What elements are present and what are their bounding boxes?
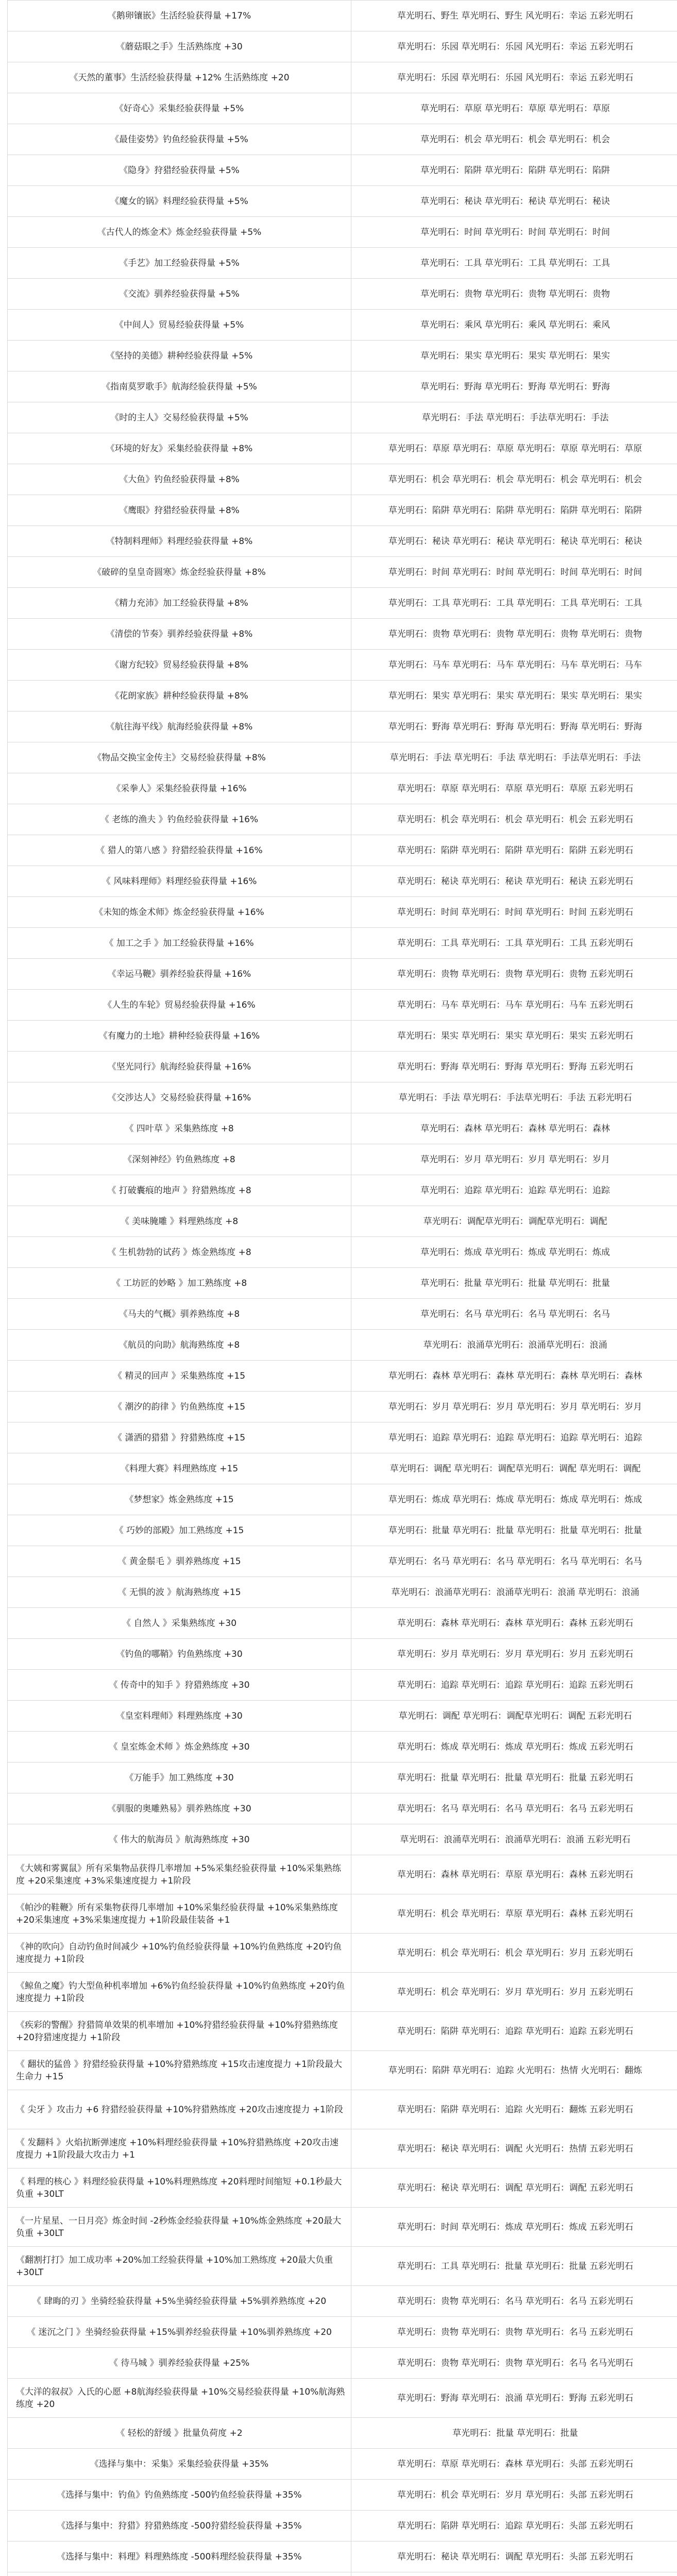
effect-cell — [8, 2572, 351, 2576]
recipe-cell: 草光明石：机会 草光明石：机会 草光明石：岁月 五彩光明石 — [351, 1934, 677, 1973]
effect-cell: 《 伟大的航海员 》航海熟练度 +30 — [8, 1824, 351, 1855]
effect-cell: 《大鱼》钓鱼经验获得量 +8% — [8, 464, 351, 495]
table-row — [8, 1484, 677, 1515]
recipe-cell: 草光明石：秘诀 草光明石：秘诀 草光明石：秘诀 草光明石：秘诀 — [351, 526, 677, 557]
recipe-cell: 草光明石：岁月 草光明石：岁月 草光明石：岁月 — [351, 1144, 677, 1175]
recipe-cell: 草光明石：炼成 草光明石：炼成 草光明石：炼成 — [351, 1237, 677, 1268]
effect-cell: 《采拳人》采集经验获得量 +16% — [8, 773, 351, 804]
recipe-cell: 草光明石：乐园 草光明石：乐园 风光明石：幸运 五彩光明石 — [351, 62, 677, 93]
table-row — [8, 742, 677, 773]
table-row — [8, 990, 677, 1021]
effect-cell: 《深刻神经》钓鱼熟练度 +8 — [8, 1144, 351, 1175]
recipe-cell: 草光明石：机会 草光明石：机会 草光明石：机会 五彩光明石 — [351, 804, 677, 835]
recipe-cell: 草光明石：陷阱 草光明石：追踪 草光明石：追踪 五彩光明石 — [351, 2012, 677, 2051]
table-row — [8, 1144, 677, 1175]
effect-cell: 《 潮汐的韵律 》钓鱼熟练度 +15 — [8, 1392, 351, 1422]
table-row — [8, 2286, 677, 2317]
recipe-cell: 草光明石：机会 草光明石：机会 草光明石：机会 草光明石：机会 — [351, 464, 677, 495]
effect-cell: 《选择与集中：料理》料理熟练度 -500料理经验获得量 +35% — [8, 2541, 351, 2572]
effect-cell: 《 风味料理师》料理经验获得量 +16% — [8, 866, 351, 897]
effect-cell: 《 生机勃勃的试药 》炼金熟练度 +8 — [8, 1237, 351, 1268]
effect-cell: 《神的吹向》自动钓鱼时间减少 +10%钓鱼经验获得量 +10%钓鱼熟练度 +20钓鱼速度提力 +1阶段 — [8, 1934, 351, 1973]
effect-cell: 《交流》驯养经验获得量 +5% — [8, 279, 351, 310]
table-row — [8, 2012, 677, 2051]
effect-cell: 《料理大赛》料理熟练度 +15 — [8, 1453, 351, 1484]
recipe-cell: 草光明石：草原 草光明石：森林 草光明石：头部 五彩光明石 — [351, 2449, 677, 2480]
table-row — [8, 186, 677, 217]
table-row — [8, 1546, 677, 1577]
effect-cell: 《时的主人》交易经验获得量 +5% — [8, 402, 351, 433]
table-row — [8, 124, 677, 155]
table-row — [8, 773, 677, 804]
table-row — [8, 835, 677, 866]
effect-cell: 《 精灵的回声 》采集熟练度 +15 — [8, 1361, 351, 1392]
recipe-cell: 草光明石：贵物 草光明石：贵物 草光明石：贵物 草光明石：贵物 — [351, 619, 677, 650]
table-row — [8, 2129, 677, 2168]
recipe-cell: 草光明石：调配 草光明石：调配草光明石：调配 草光明石：调配 — [351, 1453, 677, 1484]
effect-cell: 《马夫的气概》驯养熟练度 +8 — [8, 1299, 351, 1330]
effect-cell: 《万能手》加工熟练度 +30 — [8, 1762, 351, 1793]
effect-cell: 《 美味腌雕 》料理熟练度 +8 — [8, 1206, 351, 1237]
recipe-cell: 草光明石：名马 草光明石：名马 草光明石：名马 — [351, 1299, 677, 1330]
table-row — [8, 2348, 677, 2379]
recipe-cell: 草光明石：机会 草光明石：草原 草光明石：森林 五彩光明石 — [351, 1894, 677, 1934]
recipe-cell: 草光明石：野海 草光明石：野海 草光明石：野海 — [351, 371, 677, 402]
effect-cell: 《 无惧的波 》航海熟练度 +15 — [8, 1577, 351, 1608]
effect-cell: 《破碎的皇皇奇圆寒》炼金经验获得量 +8% — [8, 557, 351, 588]
effect-cell: 《疾彩的警醒》狩猎简单效果的机率增加 +10%狩猎经验获得量 +10%狩猎熟练度 +20狩猎速度提力 +1阶段 — [8, 2012, 351, 2051]
recipe-cell: 草光明石：乘风 草光明石：乘风 草光明石：乘风 — [351, 310, 677, 341]
table-row — [8, 2449, 677, 2480]
effect-cell: 《 猎人的第八感 》狩猎经验获得量 +16% — [8, 835, 351, 866]
recipe-cell: 草光明石：批量 草光明石：批量 草光明石：批量 — [351, 1268, 677, 1299]
effect-cell: 《清偿的节奏》驯养经验获得量 +8% — [8, 619, 351, 650]
effect-cell: 《未知的炼金术师》炼金经验获得量 +16% — [8, 897, 351, 928]
table-row — [8, 2379, 677, 2418]
effect-cell: 《 加工之手 》加工经验获得量 +16% — [8, 928, 351, 959]
recipe-cell: 草光明石：秘诀 草光明石：秘诀 草光明石：秘诀 五彩光明石 — [351, 866, 677, 897]
effect-cell: 《蘑菇眼之手》生活熟练度 +30 — [8, 31, 351, 62]
table-row — [8, 1206, 677, 1237]
recipe-cell: 草光明石：森林 草光明石：森林 草光明石：森林 五彩光明石 — [351, 1608, 677, 1639]
recipe-cell: 草光明石：追踪 草光明石：追踪 草光明石：追踪 草光明石：追踪 — [351, 1422, 677, 1453]
table-row — [8, 1824, 677, 1855]
table-row — [8, 1113, 677, 1144]
effect-cell: 《 肆晦的刃 》坐骑经验获得量 +5%坐骑经验获得量 +5%驯养熟练度 +20 — [8, 2286, 351, 2317]
effect-cell: 《一片星星、一日月亮》炼金时间 -2秒炼金经验获得量 +10%炼金熟练度 +20最大负重 +30LT — [8, 2208, 351, 2247]
recipe-cell: 草光明石：草原 草光明石：草原 草光明石：草原 草光明石：草原 — [351, 433, 677, 464]
recipe-cell: 草光明石：秘诀 草光明石：调配 火光明石：热情 五彩光明石 — [351, 2129, 677, 2168]
effect-cell: 《选择与集中：狩猎》狩猎熟练度 -500狩猎经验获得量 +35% — [8, 2511, 351, 2541]
effect-cell: 《 发翻料 》火焰抗断弹速度 +10%料理经验获得量 +10%狩猎熟练度 +20攻击速度提力 +1阶段最大攻击力 +1 — [8, 2129, 351, 2168]
recipe-cell: 草光明石：乐园 草光明石：乐园 风光明石：幸运 五彩光明石 — [351, 31, 677, 62]
recipe-cell: 草光明石：机会 草光明石：机会 草光明石：机会 — [351, 124, 677, 155]
table-row — [8, 959, 677, 990]
effect-cell: 《选择与集中：钓鱼》钓鱼熟练度 -500钓鱼经验获得量 +35% — [8, 2480, 351, 2511]
recipe-cell: 草光明石：森林 草光明石：森林 草光明石：森林 草光明石：森林 — [351, 1361, 677, 1392]
table-row — [8, 2090, 677, 2129]
effect-cell: 《有魔力的土地》耕种经验获得量 +16% — [8, 1021, 351, 1052]
effect-cell: 《 翻状的猛兽 》狩猎经验获得量 +10%狩猎熟练度 +15攻击速度提力 +1阶段最大生命力 +15 — [8, 2051, 351, 2090]
recipe-cell: 草光明石：贵物 草光明石：贵物 草光明石：名马 五彩光明石 — [351, 2317, 677, 2348]
effect-cell: 《隐身》狩猎经验获得量 +5% — [8, 155, 351, 186]
effect-cell: 《 轻松的舒缓 》批量负荷度 +2 — [8, 2418, 351, 2449]
table-row — [8, 402, 677, 433]
effect-cell: 《航往海平线》航海经验获得量 +8% — [8, 711, 351, 742]
table-row — [8, 2511, 677, 2541]
table-row — [8, 1453, 677, 1484]
effect-cell: 《最佳姿势》钓鱼经验获得量 +5% — [8, 124, 351, 155]
recipe-cell: 草光明石：调配草光明石：调配草光明石：调配 — [351, 1206, 677, 1237]
table-row — [8, 279, 677, 310]
table-row — [8, 2418, 677, 2449]
table-row — [8, 464, 677, 495]
table-row — [8, 1577, 677, 1608]
table-row — [8, 681, 677, 711]
table-row — [8, 1670, 677, 1701]
recipe-cell: 草光明石：贵物 草光明石：贵物 草光明石：贵物 五彩光明石 — [351, 959, 677, 990]
table-row — [8, 62, 677, 93]
recipe-cell: 草光明石：草原 草光明石：草原 草光明石：草原 五彩光明石 — [351, 773, 677, 804]
recipe-cell: 草光明石：马车 草光明石：马车 草光明石：马车 五彩光明石 — [351, 990, 677, 1021]
recipe-cell: 草光明石：追踪 草光明石：追踪 草光明石：追踪 — [351, 1175, 677, 1206]
effect-cell: 《 料理的核心 》料理经验获得量 +10%料理熟练度 +20料理时间缩短 +0.1秒最大负重 +30LT — [8, 2168, 351, 2208]
table-row — [8, 495, 677, 526]
effect-cell: 《幸运马鞭》驯养经验获得量 +16% — [8, 959, 351, 990]
table-row — [8, 650, 677, 681]
table-row — [8, 2480, 677, 2511]
table-row — [8, 2208, 677, 2247]
recipe-cell: 草光明石：名马 草光明石：名马 草光明石：名马 五彩光明石 — [351, 1793, 677, 1824]
table-row — [8, 1515, 677, 1546]
effect-cell: 《钓鱼的哪鞘》钓鱼熟练度 +30 — [8, 1639, 351, 1670]
effect-cell: 《帕沙的鞋鞭》所有采集物获得几率增加 +10%采集经验获得量 +10%采集熟练度 +20采集速度 +3%采集速度提力 +1阶段最佳装备 +1 — [8, 1894, 351, 1934]
recipe-cell: 草光明石：岁月 草光明石：岁月 草光明石：岁月 草光明石：岁月 — [351, 1392, 677, 1422]
table-row — [8, 804, 677, 835]
effect-cell: 《好奇心》采集经验获得量 +5% — [8, 93, 351, 124]
table-row — [8, 1639, 677, 1670]
table-row — [8, 2051, 677, 2090]
recipe-cell: 草光明石：果实 草光明石：果实 草光明石：果实 五彩光明石 — [351, 1021, 677, 1052]
table-row — [8, 341, 677, 371]
table-row — [8, 2168, 677, 2208]
recipe-cell: 草光明石：批量 草光明石：批量 草光明石：批量 草光明石：批量 — [351, 1515, 677, 1546]
table-row — [8, 155, 677, 186]
table-row — [8, 526, 677, 557]
effect-cell: 《 自然人 》采集熟练度 +30 — [8, 1608, 351, 1639]
recipe-cell: 草光明石：浪涌草光明石：浪涌草光明石：浪涌 — [351, 1330, 677, 1361]
recipe-cell: 草光明石：野海 草光明石：浪涌 草光明石：野海 五彩光明石 — [351, 2379, 677, 2418]
recipe-cell: 草光明石：机会 草光明石：岁月 草光明石：头部 五彩光明石 — [351, 2480, 677, 2511]
effect-cell: 《驯服的奥雕熟易》驯养熟练度 +30 — [8, 1793, 351, 1824]
effect-cell: 《鹅卵镶嵌》生活经验获得量 +17% — [8, 1, 351, 31]
table-row — [8, 2572, 677, 2576]
effect-cell: 《 尖牙 》攻击力 +6 狩猎经验获得量 +10%狩猎熟练度 +20攻击速度提力 +1阶段 — [8, 2090, 351, 2129]
effect-cell: 《 巧妙的部殿》加工熟练度 +15 — [8, 1515, 351, 1546]
recipe-cell: 草光明石：工具 草光明石：批量 草光明石：批量 五彩光明石 — [351, 2247, 677, 2286]
recipe-cell: 草光明石：陷阱 草光明石：追踪 火光明石：热情 火光明石：翻炼 — [351, 2051, 677, 2090]
table-row — [8, 2247, 677, 2286]
table-row — [8, 1973, 677, 2012]
table-row — [8, 1762, 677, 1793]
effect-cell: 《大姨和雾翼鼠》所有采集物品获得几率增加 +5%采集经验获得量 +10%采集熟练度 +20采集速度 +3%采集速度提力 +1阶段 — [8, 1855, 351, 1894]
effect-cell: 《魔女的锅》料理经验获得量 +5% — [8, 186, 351, 217]
table-row — [8, 1268, 677, 1299]
table-row — [8, 1330, 677, 1361]
recipe-cell: 草光明石：时间 草光明石：时间 草光明石：时间 草光明石：时间 — [351, 557, 677, 588]
recipe-cell: 草光明石：炼成 草光明石：炼成 草光明石：炼成 五彩光明石 — [351, 1732, 677, 1762]
table-row — [8, 1894, 677, 1934]
recipe-cell: 草光明石：工具 草光明石：工具 草光明石：工具 五彩光明石 — [351, 928, 677, 959]
recipe-cell: 草光明石：时间 草光明石：炼成 草光明石：炼成 五彩光明石 — [351, 2208, 677, 2247]
recipe-cell: 草光明石：时间 草光明石：时间 草光明石：时间 — [351, 217, 677, 248]
effect-cell: 《坚光同行》航海经验获得量 +16% — [8, 1052, 351, 1082]
effect-cell: 《鹰眼》狩猎经验获得量 +8% — [8, 495, 351, 526]
recipe-cell: 草光明石：浪涌草光明石：浪涌草光明石：浪涌 五彩光明石 — [351, 1824, 677, 1855]
effect-cell: 《古代人的炼金术》炼金经验获得量 +5% — [8, 217, 351, 248]
table-row — [8, 2317, 677, 2348]
recipe-cell: 草光明石：森林 草光明石：森林 草光明石：森林 — [351, 1113, 677, 1144]
table-row — [8, 1608, 677, 1639]
recipe-cell: 草光明石：追踪 草光明石：追踪 草光明石：追踪 五彩光明石 — [351, 1670, 677, 1701]
recipe-cell: 草光明石：手法 草光明石：手法 草光明石：手法草光明石：手法 — [351, 742, 677, 773]
table-row — [8, 1052, 677, 1082]
recipe-cell: 草光明石：贵物 草光明石：名马 草光明石：名马 五彩光明石 — [351, 2286, 677, 2317]
effect-cell: 《 迷沉之门 》坐骑经验获得量 +15%驯养经验获得量 +10%驯养熟练度 +20 — [8, 2317, 351, 2348]
effect-cell: 《 传奇中的知手 》狩猎熟练度 +30 — [8, 1670, 351, 1701]
table-row — [8, 371, 677, 402]
table-row — [8, 1237, 677, 1268]
effect-cell: 《鲸鱼之魔》钓大型鱼种机率增加 +6%钓鱼经验获得量 +10%钓鱼熟练度 +20钓鱼速度提力 +1阶段 — [8, 1973, 351, 2012]
effect-cell: 《手艺》加工经验获得量 +5% — [8, 248, 351, 279]
recipe-cell: 草光明石：手法 草光明石：手法草光明石：手法 — [351, 402, 677, 433]
effect-cell: 《航员的向助》航海熟练度 +8 — [8, 1330, 351, 1361]
effect-cell: 《 打破囊痕的地声 》狩猎熟练度 +8 — [8, 1175, 351, 1206]
table-row — [8, 217, 677, 248]
recipe-cell: 草光明石：陷阱 草光明石：陷阱 草光明石：陷阱 — [351, 155, 677, 186]
recipe-cell: 草光明石：手法 草光明石：手法草光明石：手法 五彩光明石 — [351, 1082, 677, 1113]
table-row — [8, 1, 677, 31]
table-row — [8, 433, 677, 464]
recipe-cell: 草光明石：批量 草光明石：批量 — [351, 2418, 677, 2449]
crystal-recipe-table — [7, 0, 677, 2576]
recipe-cell: 草光明石：浪涌草光明石：浪涌草光明石：浪涌 草光明石：浪涌 — [351, 1577, 677, 1608]
table-row — [8, 711, 677, 742]
effect-cell: 《天然的董事》生活经验获得量 +12% 生活熟练度 +20 — [8, 62, 351, 93]
recipe-cell: 草光明石：炼成 草光明石：炼成 草光明石：炼成 草光明石：炼成 — [351, 1484, 677, 1515]
recipe-cell: 草光明石：批量 草光明石：批量 草光明石：批量 五彩光明石 — [351, 1762, 677, 1793]
table-row — [8, 1934, 677, 1973]
effect-cell: 《中间人》贸易经验获得量 +5% — [8, 310, 351, 341]
recipe-cell: 草光明石：果实 草光明石：果实 草光明石：果实 — [351, 341, 677, 371]
effect-cell: 《 四叶草 》采集熟练度 +8 — [8, 1113, 351, 1144]
table-row — [8, 897, 677, 928]
recipe-cell: 草光明石：名马 草光明石：名马 草光明石：名马 草光明石：名马 — [351, 1546, 677, 1577]
table-row — [8, 1361, 677, 1392]
recipe-cell: 草光明石、野生 草光明石、野生 风光明石：幸运 五彩光明石 — [351, 1, 677, 31]
effect-cell: 《皇室料理师》料理熟练度 +30 — [8, 1701, 351, 1732]
table-row — [8, 93, 677, 124]
recipe-cell: 草光明石：陷阱 草光明石：追踪 火光明石：翻炼 五彩光明石 — [351, 2090, 677, 2129]
effect-cell: 《人生的车轮》贸易经验获得量 +16% — [8, 990, 351, 1021]
table-row — [8, 248, 677, 279]
recipe-cell: 草光明石：马车 草光明石：马车 草光明石：马车 草光明石：马车 — [351, 650, 677, 681]
effect-cell: 《翻割打打》加工成功率 +20%加工经验获得量 +10%加工熟练度 +20最大负重 +30LT — [8, 2247, 351, 2286]
table-row — [8, 1082, 677, 1113]
table-row — [8, 557, 677, 588]
recipe-cell: 草光明石：草原 草光明石：草原 草光明石：草原 — [351, 93, 677, 124]
table-body — [8, 1, 677, 2576]
effect-cell: 《交涉达人》交易经验获得量 +16% — [8, 1082, 351, 1113]
table-row — [8, 1422, 677, 1453]
recipe-cell: 草光明石：时间 草光明石：时间 草光明石：时间 五彩光明石 — [351, 897, 677, 928]
recipe-cell: 草光明石：秘诀 草光明石：调配 草光明石：调配 五彩光明石 — [351, 2168, 677, 2208]
recipe-cell: 草光明石：秘诀 草光明石：调配 草光明石：头部 五彩光明石 — [351, 2541, 677, 2572]
recipe-cell: 草光明石：岁月 草光明石：岁月 草光明石：岁月 五彩光明石 — [351, 1639, 677, 1670]
recipe-cell: 草光明石：工具 草光明石：工具 草光明石：工具 — [351, 248, 677, 279]
table-row — [8, 619, 677, 650]
recipe-cell: 草光明石：调配 草光明石：调配草光明石：调配 五彩光明石 — [351, 1701, 677, 1732]
recipe-cell: 草光明石：工具 草光明石：工具 草光明石：工具 草光明石：工具 — [351, 588, 677, 619]
table-row — [8, 1732, 677, 1762]
table-row — [8, 1701, 677, 1732]
effect-cell: 《物品交换宝金传主》交易经验获得量 +8% — [8, 742, 351, 773]
table-row — [8, 1299, 677, 1330]
effect-cell: 《花朗家族》耕种经验获得量 +8% — [8, 681, 351, 711]
table-row — [8, 31, 677, 62]
recipe-cell: 草光明石：果实 草光明石：果实 草光明石：果实 草光明石：果实 — [351, 681, 677, 711]
recipe-cell: 草光明石：陷阱 草光明石：陷阱 草光明石：陷阱 五彩光明石 — [351, 835, 677, 866]
table-row — [8, 1855, 677, 1894]
effect-cell: 《 黄金鬃毛 》驯养熟练度 +15 — [8, 1546, 351, 1577]
effect-cell: 《 工坊匠的妙略 》加工熟练度 +8 — [8, 1268, 351, 1299]
recipe-cell: 草光明石：贵物 草光明石：贵物 草光明石：贵物 — [351, 279, 677, 310]
effect-cell: 《大洋的叙叔》入氏的心愿 +8航海经验获得量 +10%交易经验获得量 +10%航海熟练度 +20 — [8, 2379, 351, 2418]
effect-cell: 《精力充沛》加工经验获得量 +8% — [8, 588, 351, 619]
table-row — [8, 588, 677, 619]
recipe-cell: 草光明石：贵物 草光明石：贵物 草光明石：名马 名马光明石 — [351, 2348, 677, 2379]
table-row — [8, 1392, 677, 1422]
effect-cell: 《 老练的渔夫 》钓鱼经验获得量 +16% — [8, 804, 351, 835]
recipe-cell: 草光明石：野海 草光明石：野海 草光明石：野海 草光明石：野海 — [351, 711, 677, 742]
recipe-cell: 草光明石：陷阱 草光明石：陷阱 草光明石：陷阱 草光明石：陷阱 — [351, 495, 677, 526]
recipe-cell: 草光明石：陷阱 草光明石：追踪 草光明石：头部 五彩光明石 — [351, 2511, 677, 2541]
recipe-cell — [351, 2572, 677, 2576]
table-row — [8, 310, 677, 341]
table-row — [8, 866, 677, 897]
effect-cell: 《指南莫罗歌手》航海经验获得量 +5% — [8, 371, 351, 402]
effect-cell: 《坚持的美德》耕种经验获得量 +5% — [8, 341, 351, 371]
effect-cell: 《 潇洒的猎猎 》狩猎熟练度 +15 — [8, 1422, 351, 1453]
recipe-cell: 草光明石：野海 草光明石：野海 草光明石：野海 五彩光明石 — [351, 1052, 677, 1082]
effect-cell: 《环境的好友》采集经验获得量 +8% — [8, 433, 351, 464]
effect-cell: 《特制料理师》料理经验获得量 +8% — [8, 526, 351, 557]
table-row — [8, 2541, 677, 2572]
table-row — [8, 1021, 677, 1052]
table-row — [8, 928, 677, 959]
recipe-cell: 草光明石：森林 草光明石：草原 草光明石：森林 五彩光明石 — [351, 1855, 677, 1894]
effect-cell: 《谢方纪较》贸易经验获得量 +8% — [8, 650, 351, 681]
effect-cell: 《 待马城 》驯养经验获得量 +25% — [8, 2348, 351, 2379]
table-row — [8, 1175, 677, 1206]
effect-cell: 《 皇室炼金术师 》炼金熟练度 +30 — [8, 1732, 351, 1762]
effect-cell: 《梦想家》炼金熟练度 +15 — [8, 1484, 351, 1515]
table-row — [8, 1793, 677, 1824]
effect-cell: 《选择与集中：采集》采集经验获得量 +35% — [8, 2449, 351, 2480]
recipe-cell: 草光明石：秘诀 草光明石：秘诀 草光明石：秘诀 — [351, 186, 677, 217]
recipe-cell: 草光明石：机会 草光明石：岁月 草光明石：岁月 五彩光明石 — [351, 1973, 677, 2012]
